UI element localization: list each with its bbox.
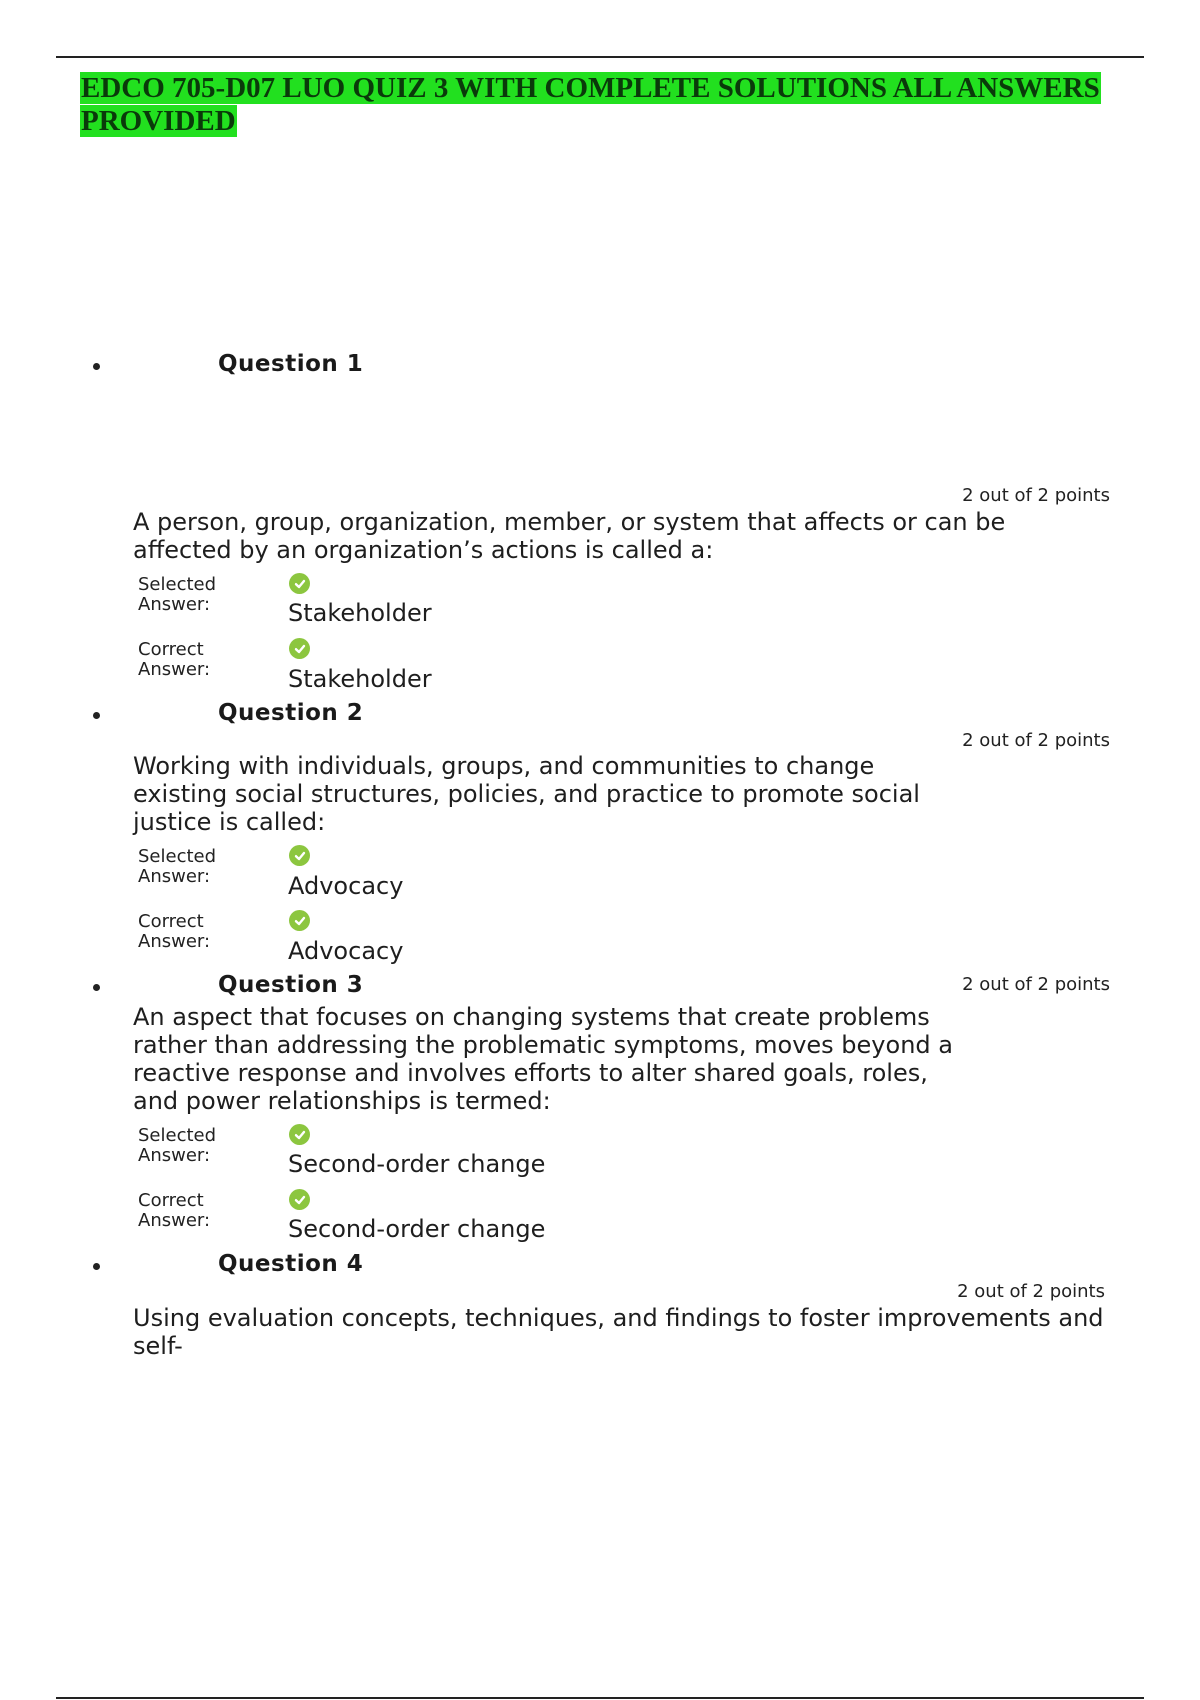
question-3-selected-answer: Second-order change — [288, 1150, 546, 1178]
question-2-text: Working with individuals, groups, and communities to change existing social structures, policies, and practice to promote social justice is called: — [133, 752, 920, 836]
bottom-rule — [56, 1697, 1144, 1699]
question-3-selected-label: Selected Answer: — [138, 1125, 217, 1166]
check-circle-icon — [289, 638, 310, 659]
document-title: EDCO 705-D07 LUO QUIZ 3 WITH COMPLETE SOLUTIONS ALL ANSWERS PROVIDED — [81, 72, 1100, 137]
question-1-correct-answer: Stakeholder — [288, 665, 432, 693]
top-rule — [56, 56, 1144, 58]
question-3-points: 2 out of 2 points — [962, 974, 1110, 995]
question-2-selected-answer: Advocacy — [288, 872, 404, 900]
check-circle-icon — [289, 1189, 310, 1210]
check-circle-icon — [289, 845, 310, 866]
question-4-heading: Question 4 — [218, 1251, 364, 1277]
question-1-points: 2 out of 2 points — [962, 485, 1110, 506]
question-1-correct-label: Correct Answer: — [138, 639, 211, 680]
question-2-correct-label: Correct Answer: — [138, 911, 211, 952]
bullet-icon — [93, 984, 100, 991]
bullet-icon — [93, 1263, 100, 1270]
question-1-heading: Question 1 — [218, 351, 364, 377]
question-3-correct-label: Correct Answer: — [138, 1190, 211, 1231]
question-2-heading: Question 2 — [218, 700, 364, 726]
question-3-correct-answer: Second-order change — [288, 1215, 546, 1243]
bullet-icon — [93, 712, 100, 719]
question-3-text: An aspect that focuses on changing systems that create problems rather than addressing the problematic symptoms, moves beyond a reactive response and involves efforts to alter shared goals, roles, and power relationships is termed: — [133, 1003, 953, 1115]
question-1-selected-answer: Stakeholder — [288, 599, 432, 627]
check-circle-icon — [289, 910, 310, 931]
check-circle-icon — [289, 1124, 310, 1145]
question-3-heading: Question 3 — [218, 972, 364, 998]
question-1-selected-label: Selected Answer: — [138, 574, 217, 615]
bullet-icon — [93, 363, 100, 370]
question-2-selected-label: Selected Answer: — [138, 846, 217, 887]
question-2-correct-answer: Advocacy — [288, 937, 404, 965]
question-1-text: A person, group, organization, member, or system that affects or can be affected by an organization’s actions is called a: — [133, 508, 1006, 564]
question-4-text: Using evaluation concepts, techniques, and findings to foster improvements and self- — [133, 1304, 1104, 1360]
question-2-points: 2 out of 2 points — [962, 730, 1110, 751]
check-circle-icon — [289, 573, 310, 594]
question-4-points: 2 out of 2 points — [957, 1281, 1105, 1302]
